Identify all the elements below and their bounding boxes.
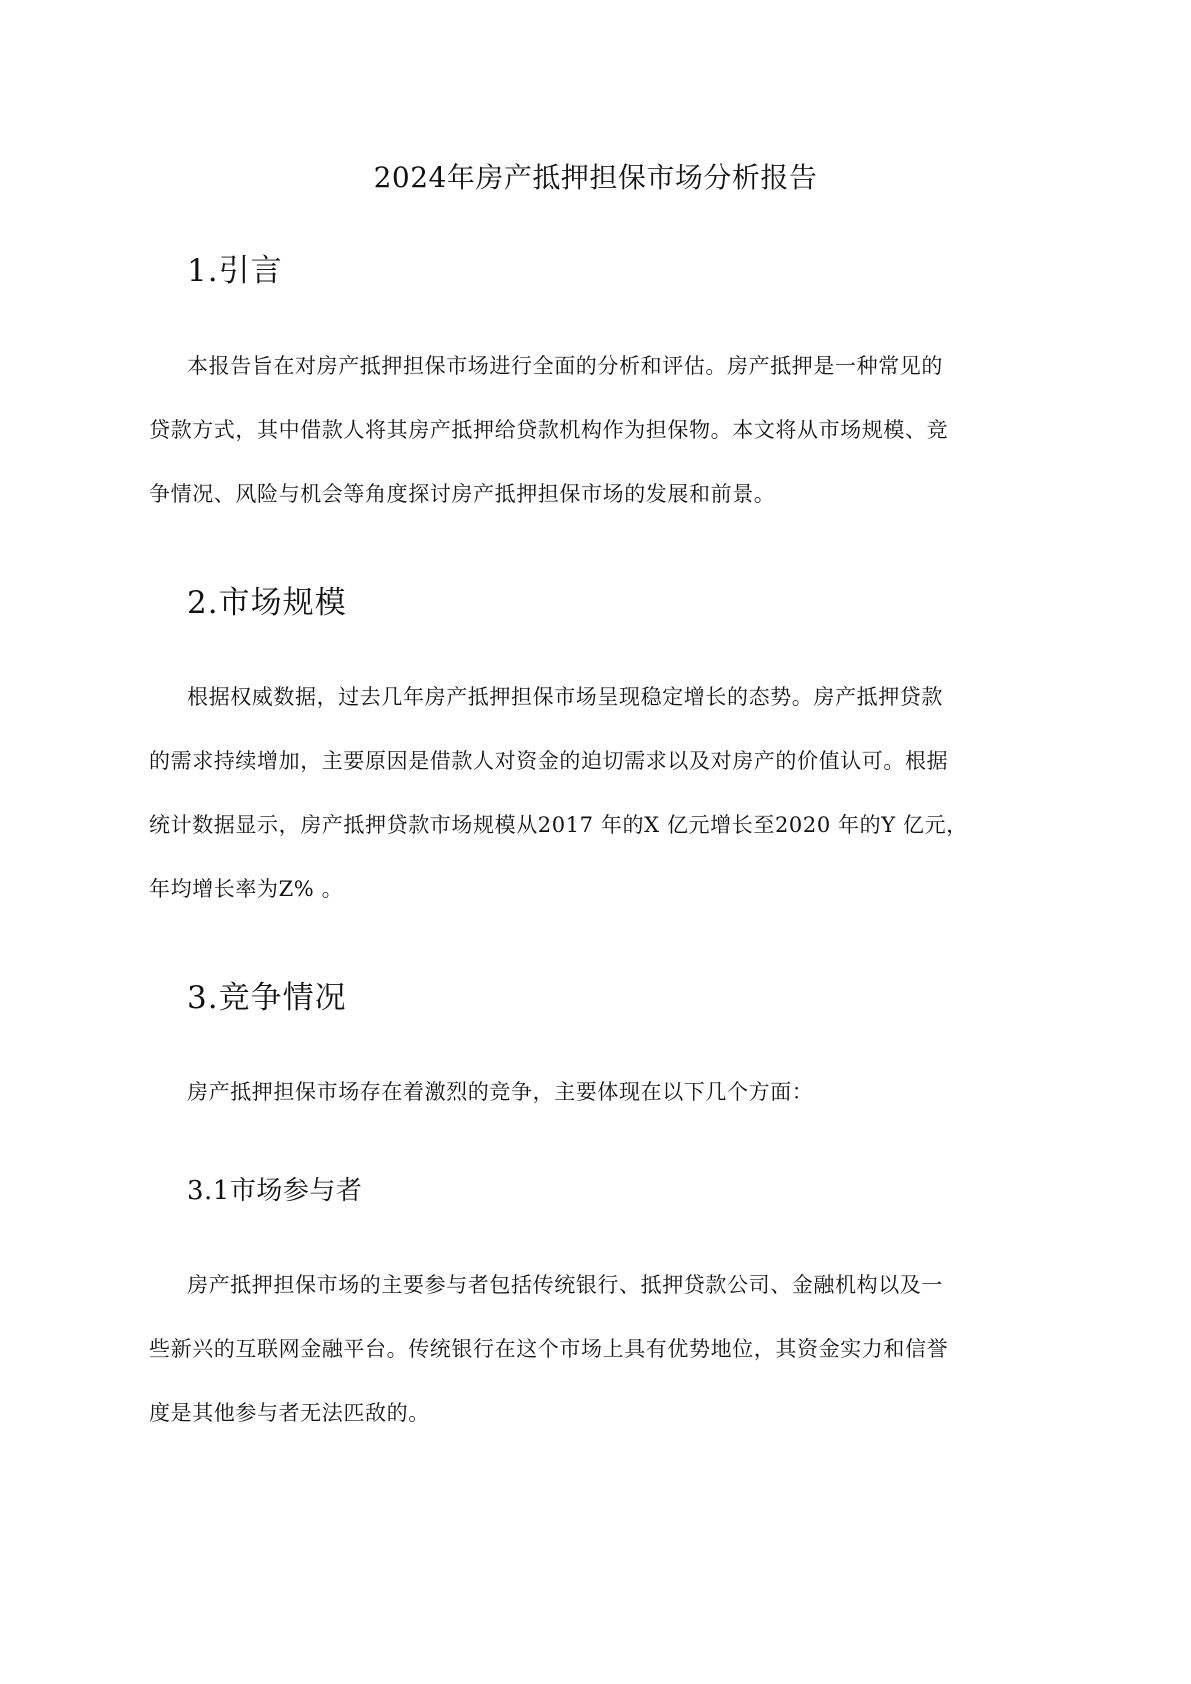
document-title: 2024年房产抵押担保市场分析报告 <box>373 161 818 194</box>
market-participants-paragraph <box>149 1265 1049 1457</box>
paragraph-line: 度是其他参与者无法匹敌的。 <box>149 1401 430 1425</box>
section-heading-competition: 3.竞争情况 <box>187 980 347 1016</box>
paragraph-line: 本报告旨在对房产抵押担保市场进行全面的分析和评估。房产抵押是一种常见的 <box>187 354 943 378</box>
paragraph-line: 房产抵押担保市场的主要参与者包括传统银行、抵押贷款公司、金融机构以及一 <box>187 1273 943 1297</box>
paragraph-line: 的需求持续增加，主要原因是借款人对资金的迫切需求以及对房产的价值认可。根据 <box>149 749 949 773</box>
subsection-heading-market-participants: 3.1市场参与者 <box>187 1176 363 1206</box>
paragraph-line: 年均增长率为Z% 。 <box>149 877 344 901</box>
paragraph-line: 统计数据显示，房产抵押贷款市场规模从2017 年的X 亿元增长至2020 年的Y 亿元， <box>149 813 968 837</box>
section-heading-introduction: 1.引言 <box>187 253 283 289</box>
market-size-paragraph <box>149 677 1049 933</box>
paragraph-line: 争情况、风险与机会等角度探讨房产抵押担保市场的发展和前景。 <box>149 482 776 506</box>
introduction-paragraph <box>149 346 1049 538</box>
paragraph-line: 贷款方式，其中借款人将其房产抵押给贷款机构作为担保物。本文将从市场规模、竞 <box>149 418 949 442</box>
paragraph-line: 些新兴的互联网金融平台。传统银行在这个市场上具有优势地位，其资金实力和信誉 <box>149 1337 949 1361</box>
paragraph-line: 根据权威数据，过去几年房产抵押担保市场呈现稳定增长的态势。房产抵押贷款 <box>187 685 943 709</box>
paragraph-line: 房产抵押担保市场存在着激烈的竞争，主要体现在以下几个方面： <box>187 1080 814 1104</box>
section-heading-market-size: 2.市场规模 <box>187 585 347 621</box>
competition-paragraph <box>149 1072 1049 1136</box>
